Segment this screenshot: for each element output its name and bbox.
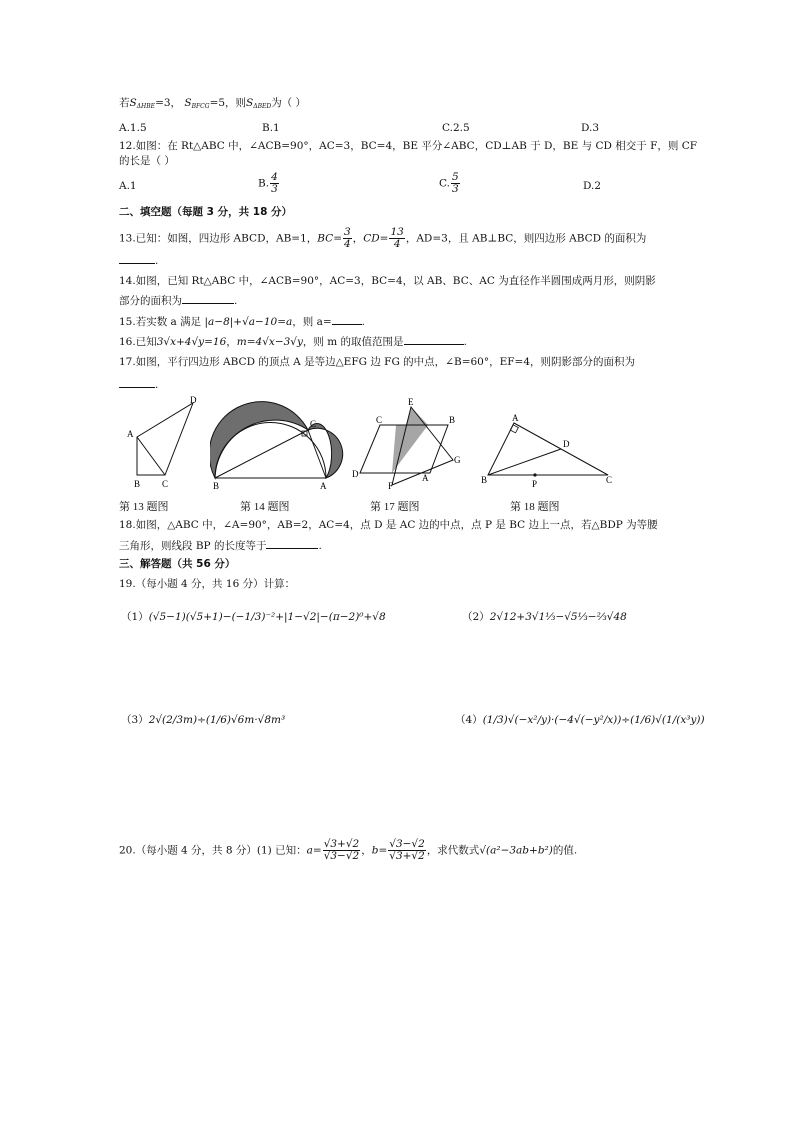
q19-p1-label: （1） [121,611,149,623]
numerator: 3 [344,226,351,238]
q20-mid: ， [361,844,372,857]
section3-title: 三、解答题（共 56 分） [119,558,236,570]
q14-line1: 14.如图，已知 Rt△ABC 中，∠ACB=90°，AC=3，BC=4，以 AB、BC、AC 为直径作半圆围成两月形，则阴影 [119,275,656,287]
q12-option-d[interactable]: D.2 [583,180,602,192]
q20-a-label: a= [306,844,322,857]
q16-prefix: 16.已知 [119,336,157,348]
q13-part1: 13.已知：如图，四边形 ABCD，AB=1， [119,232,318,245]
figure-14 [210,395,350,490]
figure-13 [125,395,205,490]
numerator: √3−√2 [389,838,425,850]
q13-stem: 13.已知：如图，四边形 ABCD，AB=1，BC= $\frac{3}{4}$ ，CD= $\frac{13}{4}$ ，AD=3，且 AB⊥BC，则四边形 ABCD 的面积为 [119,226,647,250]
q19-p2-label: （2） [462,611,490,623]
q20-a-frac [323,839,361,862]
q18-line2-text: 三角形，则线段 BP 的长度等于 [119,540,267,552]
numerator: 4 [271,171,278,183]
fig14-pt-a: A [320,481,327,490]
fig17-pt-g: G [454,455,461,465]
fig17-pt-a: A [422,473,429,483]
fig13-pt-d: D [190,395,197,405]
q20-b-label: b= [371,844,388,857]
q12-line2: 的长是（ ） [119,155,175,167]
q13-bc-frac [343,227,352,250]
fig18-caption: 第 18 题图 [510,501,560,513]
q18-line2: 三角形，则线段 BP 的长度等于 . [119,537,322,553]
fig13-pt-b: B [134,479,141,489]
fig14-caption: 第 14 题图 [240,501,290,513]
denominator: 3 [271,183,278,195]
diagonal-ac [137,437,165,475]
s2-value: =5，则 [209,97,247,109]
q13-cd-label: CD= [363,232,389,245]
side-bc [308,430,326,478]
q20-expr: √(a²−3ab+b²) [479,844,553,857]
q13-answer-blank[interactable]: . [119,252,158,268]
numerator: √3+√2 [323,838,360,850]
q12-option-a[interactable]: A.1 [119,180,137,192]
q16-answer-blank[interactable] [404,333,464,345]
q14-line2: 部分的面积为 . [119,292,237,308]
q15-stem: 15.若实数 a 满足 |a−8|+√a−10=a，则 a= . [119,313,365,329]
q13-bc-label: BC= [317,232,343,245]
q11-stem [119,96,306,114]
fig18-pt-a: A [512,413,519,423]
q13-cd-frac [389,227,404,250]
triangle-abc [488,423,608,475]
q11-prefix: 若 [119,97,130,109]
q20-stem [119,839,577,862]
q12-option-c-frac [451,172,460,195]
denominator: √3−√2 [323,850,360,862]
section2-title: 二、填空题（每题 3 分，共 18 分） [119,206,293,218]
q19-p3-expr: 2√(2/3m)÷(1/6)√6m·√8m³ [148,714,286,726]
s2-sub: BFCG [191,103,210,110]
fig17-caption: 第 17 题图 [370,501,420,513]
q19-p1-expr: (√5−1)(√5+1)−(−1/3)⁻²+|1−√2|−(π−2)⁰+√8 [148,611,386,623]
q15-prefix: 15.若实数 a 满足 [119,316,202,328]
q12-option-b[interactable] [258,172,280,195]
q18-line1: 18.如图，△ABC 中，∠A=90°，AB=2，AC=4，点 D 是 AC 边的中点，点 P 是 BC 边上一点，若△BDP 为等腰 [119,519,658,531]
q11-suffix: 为（ ） [271,97,307,109]
numerator: 13 [390,226,404,238]
denominator: 3 [452,183,459,195]
s1-label: S [129,97,137,109]
q16-expr1: 3√x+4√y=16 [156,336,227,348]
q14-answer-blank[interactable] [182,292,234,304]
q12-line1: 12.如图：在 Rt△ABC 中，∠ACB=90°，AC=3，BC=4，BE 平分∠ABC，CD⊥AB 于 D，BE 与 CD 相交于 F，则 CF [119,140,698,152]
q11-option-d[interactable]: D.3 [581,122,600,134]
fig17-pt-c: C [376,415,383,425]
denominator: 4 [344,238,351,250]
q16-expr2: m=4√x−3√y [236,336,303,348]
numerator: 5 [452,171,459,183]
denominator: 4 [393,238,401,250]
q19-part2 [462,610,627,624]
fig14-pt-c: C [310,419,317,429]
q19-part3 [121,713,285,727]
q19-p4-expr: (1/3)√(−x²/y)·(−4√(−y²/x))÷(1/6)√(1/(x³y)) [482,714,705,726]
point-p [533,473,536,476]
q13-part2: ，AD=3，且 AB⊥BC，则四边形 ABCD 的面积为 [405,232,647,245]
q19-p3-label: （3） [121,714,149,726]
q12-option-b-frac [270,172,279,195]
q12-option-b-label: B. [258,177,270,190]
fig18-pt-b: B [481,475,488,485]
q12-option-c-label: C. [439,177,450,190]
figure-17 [350,395,465,490]
q16-mid: ， [226,336,237,348]
q20-suffix: 的值. [552,844,578,857]
q15-answer-blank[interactable] [332,313,362,325]
fig17-pt-e: E [408,397,414,407]
q17-line1: 17.如图，平行四边形 ABCD 的顶点 A 是等边△EFG 边 FG 的中点，∠B=60°，EF=4，则阴影部分的面积为 [119,356,636,368]
fig17-pt-d: D [352,469,359,479]
fig17-pt-b: B [449,415,456,425]
shaded-lune-ac [210,402,308,478]
denominator: √3+√2 [389,850,425,862]
q20-prefix: 20.（每小题 4 分，共 8 分）(1) 已知： [119,844,307,857]
fig18-pt-c: C [606,475,613,485]
fig13-pt-c: C [162,479,169,489]
q20-b-frac [388,839,426,862]
quad-abcd [137,403,193,475]
q19-part4 [455,713,705,727]
s3-label: S [246,97,254,109]
s2-label: S [184,97,192,109]
fig13-pt-a: A [127,429,134,439]
q12-option-c[interactable] [439,172,461,195]
fig14-pt-b: B [213,481,220,490]
q19-p2-expr: 2√12+3√1⅓−√5⅓−⅔√48 [489,611,627,623]
q14-line2-text: 部分的面积为 [119,295,182,307]
q17-answer-blank[interactable]: . [119,376,158,392]
fig18-pt-p: P [532,479,538,489]
s1-sub: ΔHBE [136,103,156,110]
fig17-pt-f: F [388,481,394,490]
q15-suffix: ，则 a= [292,316,332,328]
q19-intro: 19.（每小题 4 分，共 16 分）计算： [119,578,296,590]
figure-18 [478,395,618,490]
q11-option-c[interactable]: C.2.5 [442,122,470,134]
fig13-caption: 第 13 题图 [119,501,169,513]
q19-p4-label: （4） [455,714,483,726]
q19-part1 [121,610,386,624]
fig18-pt-d: D [563,439,570,449]
q11-option-a[interactable]: A.1.5 [119,122,147,134]
q11-option-b[interactable]: B.1 [262,122,280,134]
q18-answer-blank[interactable] [266,537,318,549]
q15-expr: |a−8|+√a−10=a [204,316,293,328]
s3-sub: ΔBED [253,103,272,110]
q20-suffix-pre: ，求代数式 [426,844,480,857]
s1-value: =3， [155,97,182,109]
q16-stem: 16.已知3√x+4√y=16，m=4√x−3√y，则 m 的取值范围是 . [119,333,467,349]
q16-suffix: ，则 m 的取值范围是 [302,336,404,348]
